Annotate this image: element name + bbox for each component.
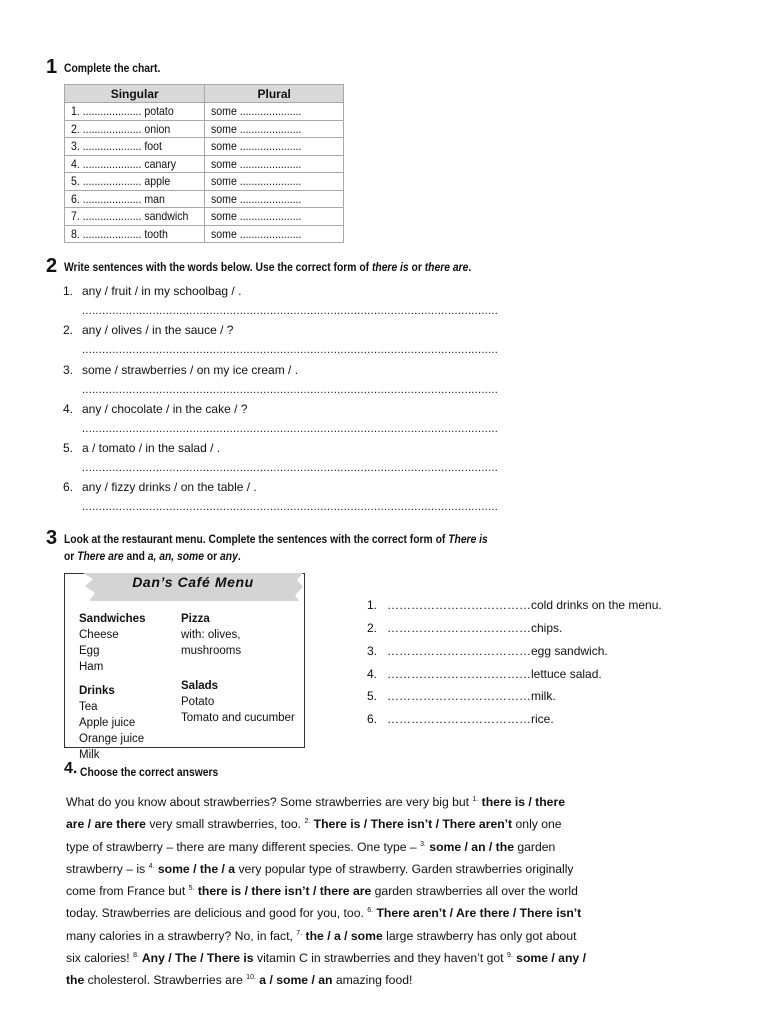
- exercise-1-instruction: Complete the chart.: [64, 61, 161, 75]
- singular-plural-chart: [64, 84, 344, 243]
- exercise-2-number: 2: [46, 255, 58, 277]
- exercise-1-number: 1: [46, 56, 58, 78]
- exercise-3-instruction-line1: Look at the restaurant menu. Complete the sentences with the correct form of There is: [64, 532, 488, 546]
- table-row: [65, 173, 344, 191]
- answer-line[interactable]: ............................................................................................................................: [82, 384, 499, 396]
- list-item: 5. a / tomato / in the salad / . ............................................................................................................................: [63, 441, 499, 474]
- list-item: 6. any / fizzy drinks / on the table / . ............................................................................................................................: [63, 480, 499, 513]
- menu-salads: Salads Potato Tomato and cucumber: [181, 680, 295, 724]
- list-item: 3. ……………………………… egg sandwich.: [367, 644, 608, 658]
- choice-6[interactable]: There aren’t / Are there / There isn’t: [373, 906, 582, 921]
- list-item: 1. any / fruit / in my schoolbag / . ............................................................................................................................: [63, 284, 499, 317]
- choice-7[interactable]: the / a / some: [302, 928, 383, 943]
- table-row: [65, 190, 344, 208]
- plural-cell[interactable]: some .....................: [205, 155, 344, 173]
- list-item: 1. ……………………………… cold drinks on the menu.: [367, 598, 662, 612]
- exercise-3-number: 3: [46, 527, 58, 549]
- table-row: [65, 155, 344, 173]
- choice-8[interactable]: Any / The / There is: [138, 951, 254, 966]
- choice-5[interactable]: there is / there isn’t / there are: [194, 884, 372, 899]
- list-item: 4. ……………………………… lettuce salad.: [367, 667, 602, 681]
- exercise-4-number: 4.: [64, 760, 78, 777]
- answer-blank[interactable]: ………………………………: [387, 667, 531, 681]
- menu-title: Dan’s Café Menu: [132, 574, 254, 590]
- answer-line[interactable]: ............................................................................................................................: [82, 423, 499, 435]
- singular-cell[interactable]: 2. .................... onion: [65, 120, 205, 138]
- plural-cell[interactable]: some .....................: [205, 173, 344, 191]
- answer-line[interactable]: ............................................................................................................................: [82, 344, 499, 356]
- plural-cell[interactable]: some .....................: [205, 138, 344, 156]
- answer-blank[interactable]: ………………………………: [387, 644, 531, 658]
- plural-cell[interactable]: some .....................: [205, 120, 344, 138]
- choice-1[interactable]: there is / there are / are there: [66, 795, 565, 832]
- choice-4[interactable]: some / the / a: [154, 861, 236, 876]
- exercise-4-instruction: Choose the correct answers: [80, 765, 219, 779]
- table-row: [65, 208, 344, 226]
- plural-cell[interactable]: some .....................: [205, 103, 344, 121]
- answer-blank[interactable]: ………………………………: [387, 621, 531, 635]
- singular-cell[interactable]: 1. .................... potato: [65, 103, 205, 121]
- menu-sandwiches: Sandwiches Cheese Egg Ham: [79, 613, 146, 673]
- plural-cell[interactable]: some .....................: [205, 225, 344, 243]
- answer-blank[interactable]: ………………………………: [387, 689, 531, 703]
- menu-pizza: Pizza with: olives, mushrooms: [181, 613, 242, 657]
- answer-line[interactable]: ............................................................................................................................: [82, 305, 499, 317]
- cafe-menu: [64, 573, 305, 761]
- answer-blank[interactable]: ………………………………: [387, 598, 531, 612]
- list-item: 5. ……………………………… milk.: [367, 689, 556, 703]
- singular-cell[interactable]: 4. .................... canary: [65, 155, 205, 173]
- singular-cell[interactable]: 7. .................... sandwich: [65, 208, 205, 226]
- list-item: 6. ……………………………… rice.: [367, 712, 554, 726]
- singular-cell[interactable]: 6. .................... man: [65, 190, 205, 208]
- plural-cell[interactable]: some .....................: [205, 208, 344, 226]
- table-row: [65, 120, 344, 138]
- choice-10[interactable]: a / some / an: [255, 973, 333, 988]
- strawberry-paragraph: What do you know about strawberries? Some strawberries are very big but $^{1.}$ there is / there are / are there very small strawberries, too. $^{2.}$ There is / There isn’t / There aren’t only one type of strawberry – there are many different species. One type – $^{3.}$ some / an / the garden strawberry – is $^{4.}$ some / the / a very popular type of strawberry. Garden strawberries originally come from France but $^{5.}$ there is / there isn’t / there are garden strawberries all over the world today. Strawberries are delicious and good for you, too. $^{6.}$ There aren’t / Are there / There isn’t many calories in a strawberry? No, in fact, $^{7.}$ the / a / some large strawberry has only got about six calories! $^{8.}$ Any / The / There is vitamin C in strawberries and they haven’t got $^{9.}$ some / any / the cholesterol. Strawberries are $^{10.}$ a / some / an amazing food!: [66, 795, 586, 988]
- table-row: [65, 225, 344, 243]
- header-plural: Plural: [205, 85, 344, 103]
- singular-cell[interactable]: 8. .................... tooth: [65, 225, 205, 243]
- answer-blank[interactable]: ………………………………: [387, 712, 531, 726]
- exercise-2-instruction: Write sentences with the words below. Use the correct form of there is or there are.: [64, 260, 472, 274]
- choice-2[interactable]: There is / There isn’t / There aren’t: [310, 817, 513, 832]
- singular-cell[interactable]: 3. .................... foot: [65, 138, 205, 156]
- list-item: 4. any / chocolate / in the cake / ? ............................................................................................................................: [63, 402, 499, 435]
- table-row: [65, 138, 344, 156]
- choice-9[interactable]: some / any / the: [66, 951, 586, 988]
- plural-cell[interactable]: some .....................: [205, 190, 344, 208]
- menu-drinks: Drinks Tea Apple juice Orange juice Milk: [79, 685, 145, 761]
- list-item: 2. any / olives / in the sauce / ? ............................................................................................................................: [63, 323, 499, 356]
- exercise-3-instruction-line2: or There are and a, an, some or any.: [64, 549, 241, 563]
- singular-cell[interactable]: 5. .................... apple: [65, 173, 205, 191]
- choice-3[interactable]: some / an / the: [425, 839, 514, 854]
- list-item: 2. ……………………………… chips.: [367, 621, 563, 635]
- table-row: [65, 103, 344, 121]
- answer-line[interactable]: ............................................................................................................................: [82, 501, 499, 513]
- list-item: 3. some / strawberries / on my ice cream / . ............................................................................................................................: [63, 363, 499, 396]
- answer-line[interactable]: ............................................................................................................................: [82, 462, 499, 474]
- header-singular: Singular: [65, 85, 205, 103]
